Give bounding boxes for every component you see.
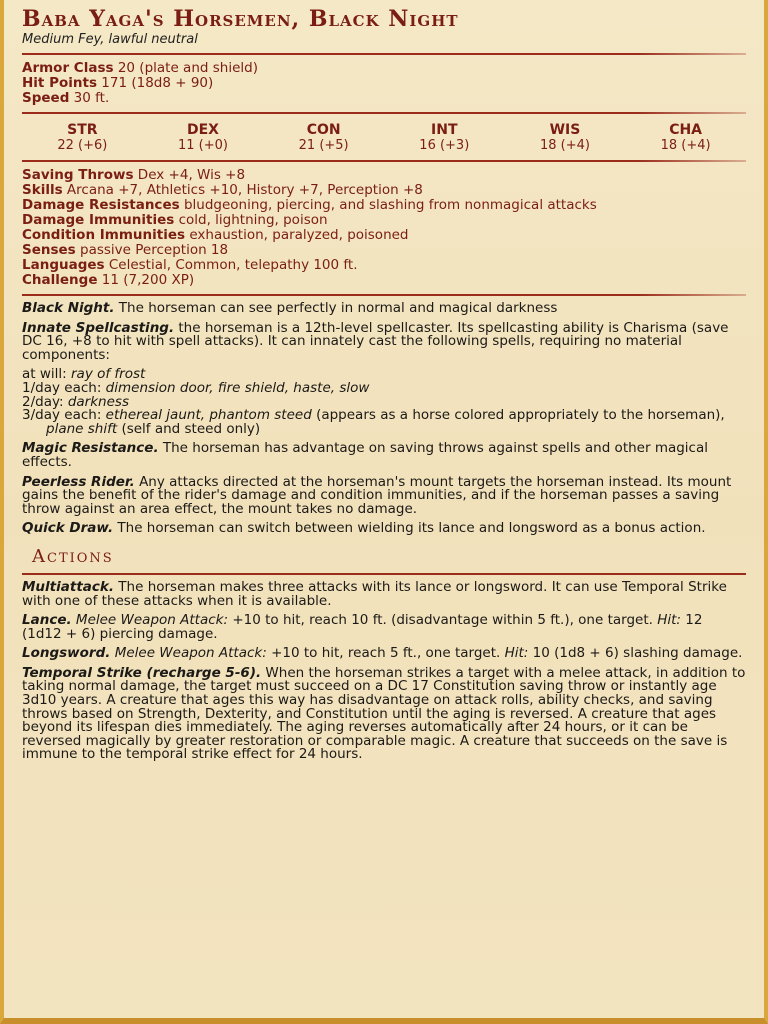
divider	[22, 53, 746, 55]
actions-heading: Actions	[32, 545, 114, 567]
divider	[22, 112, 746, 114]
spell-at-will: at will: ray of frost	[22, 366, 146, 383]
ability-int: INT 16 (+3)	[419, 122, 470, 153]
ability-dex: DEX 11 (+0)	[177, 122, 228, 153]
spell-1-day: 1/day each: dimension door, fire shield, haste, slow	[22, 379, 370, 396]
creature-meta: Medium Fey, lawful neutral	[22, 32, 198, 47]
actions-block	[22, 578, 746, 763]
ability-cha: CHA 18 (+4)	[660, 122, 711, 153]
ability-con: CON 21 (+5)	[298, 122, 349, 153]
trait-magic-resistance: Magic Resistance. The horseman has advantage on saving throws against spells and other magical effects.	[22, 440, 709, 470]
trait-innate-spellcasting: Innate Spellcasting. the horseman is a 12th-level spellcaster. Its spellcasting ability is Charisma (save DC 16, +8 to hit with spell attacks). It can innately cast the following spells, requiring no material components:	[22, 319, 729, 363]
ability-str: STR 22 (+6)	[57, 122, 108, 153]
action-multiattack: Multiattack. The horseman makes three attacks with its lance or longsword. It can use Temporal Strike with one of these attacks when it is available.	[22, 578, 727, 609]
languages-line: Languages Celestial, Common, telepathy 100 ft.	[22, 257, 358, 273]
speed-line: Speed 30 ft.	[22, 90, 110, 106]
condition-immunities-line: Condition Immunities exhaustion, paralyzed, poisoned	[22, 227, 409, 243]
saving-throws-line: Saving Throws Dex +4, Wis +8	[22, 167, 246, 183]
spell-list	[22, 368, 746, 436]
ability-wis: WIS 18 (+4)	[539, 122, 590, 153]
damage-immunities-line: Damage Immunities cold, lightning, poison	[22, 212, 328, 228]
trait-quick-draw: Quick Draw. The horseman can switch between wielding its lance and longsword as a bonus action.	[22, 520, 706, 537]
divider	[22, 294, 746, 296]
action-longsword: Longsword. Melee Weapon Attack: +10 to hit, reach 5 ft., one target. Hit: 10 (1d8 + 6) slashing damage.	[22, 645, 743, 662]
hit-points-line: Hit Points 171 (18d8 + 90)	[22, 75, 214, 91]
challenge-line: Challenge 11 (7,200 XP)	[22, 272, 195, 288]
armor-class-line: Armor Class 20 (plate and shield)	[22, 60, 258, 76]
skills-line: Skills Arcana +7, Athletics +10, History +7, Perception +8	[22, 182, 423, 198]
traits-block	[22, 302, 746, 536]
senses-line: Senses passive Perception 18	[22, 242, 229, 258]
properties-block	[22, 168, 746, 288]
creature-name: Baba Yaga's Horsemen, Black Night	[22, 6, 459, 32]
action-lance: Lance. Melee Weapon Attack: +10 to hit, reach 10 ft. (disadvantage within 5 ft.), one target. Hit: 12 (1d12 + 6) piercing damage.	[22, 612, 703, 642]
ability-scores	[22, 120, 746, 154]
action-temporal-strike: Temporal Strike (recharge 5-6). When the horseman strikes a target with a melee attack, in addition to taking normal damage, the target must succeed on a DC 17 Constitution saving throw or instantly age 3d10 years. A creature that ages this way has disadvantage on attack rolls, ability checks, and saving throws based on Strength, Dexterity, and Constitution until the aging is reversed. A creature that ages beyond its lifespan dies immediately. The aging reverses automatically after 24 hours, or it can be reversed magically by greater restoration or comparable magic. A creature that succeeds on the save is immune to the temporal strike effect for 24 hours.	[22, 664, 746, 763]
divider	[22, 573, 746, 575]
trait-peerless-rider: Peerless Rider. Any attacks directed at the horseman's mount targets the horseman instead. Its mount gains the benefit of the rider's damage and condition immunities, and if the horseman passes a saving throw against an area effect, the mount takes no damage.	[22, 473, 732, 517]
spell-3-day: 3/day each: ethereal jaunt, phantom steed (appears as a horse colored appropriately to the horseman), plane shift (self and steed only)	[22, 407, 725, 437]
spell-2-day: 2/day: darkness	[22, 393, 129, 410]
damage-resistances-line: Damage Resistances bludgeoning, piercing, and slashing from nonmagical attacks	[22, 197, 597, 213]
defense-block	[22, 61, 746, 106]
trait-black-night: Black Night. The horseman can see perfectly in normal and magical darkness	[22, 300, 558, 316]
divider	[22, 160, 746, 162]
